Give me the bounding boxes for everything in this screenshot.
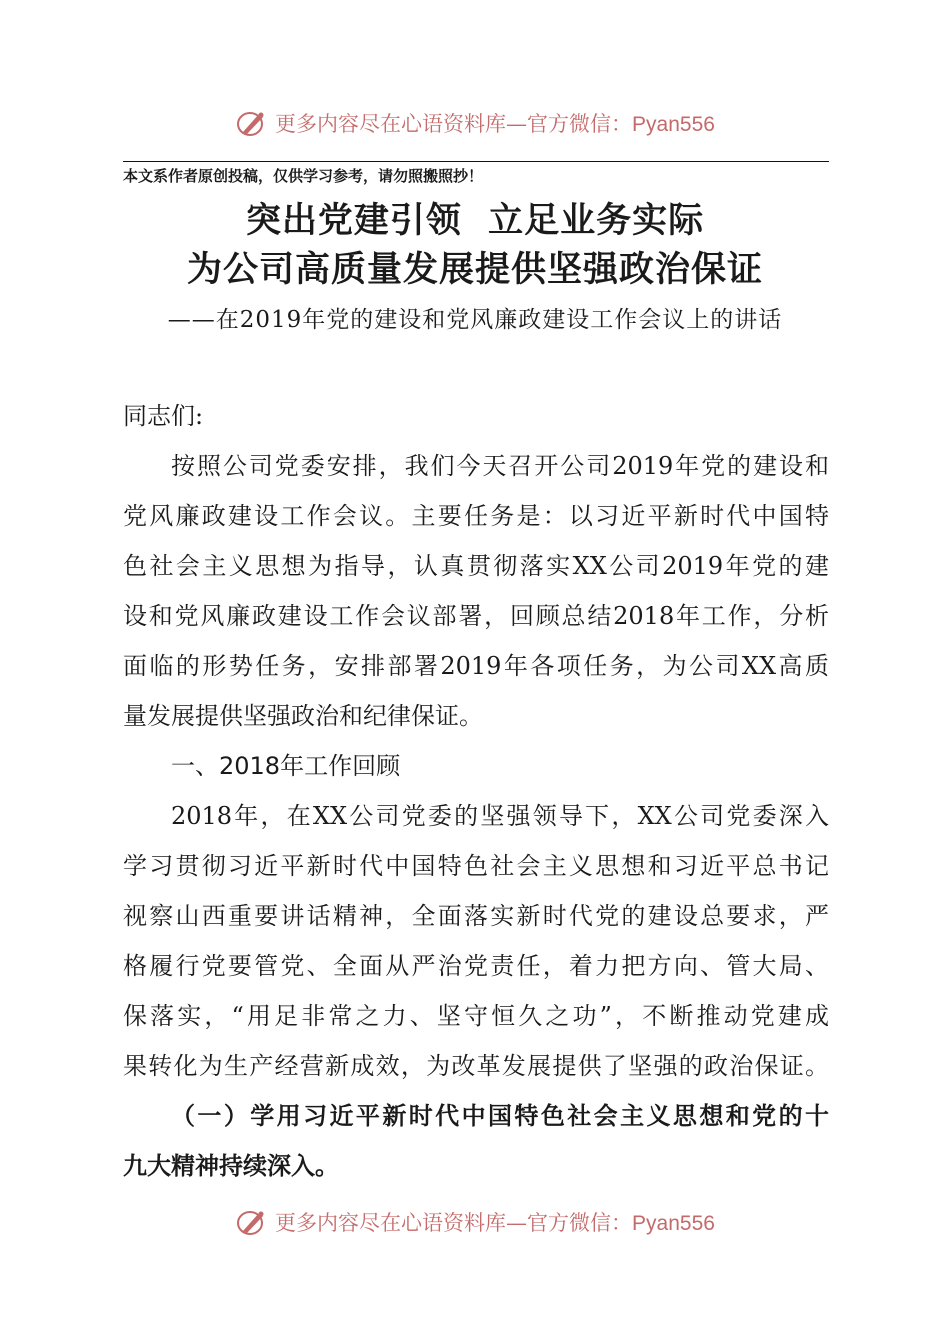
pen-nib-logo-icon	[235, 108, 269, 143]
header-rule	[123, 161, 829, 162]
watermark-banner-bottom	[0, 1207, 950, 1242]
paragraph-line: 果转化为生产经营新成效，为改革发展提供了坚强的政治保证。	[123, 1052, 829, 1080]
paragraph-line: 设和党风廉政建设工作会议部署，回顾总结2018年工作，分析	[123, 602, 829, 630]
paragraph-line: 色社会主义思想为指导，认真贯彻落实XX公司2019年党的建	[123, 552, 829, 580]
banner-wechat-id: Pyan556	[632, 113, 715, 136]
banner-text: 更多内容尽在心语资料库—官方微信：	[275, 1211, 633, 1235]
paragraph-line: 按照公司党委安排，我们今天召开公司2019年党的建设和	[171, 452, 829, 480]
paragraph-line: 2018年，在XX公司党委的坚强领导下，XX公司党委深入	[171, 802, 829, 830]
pen-nib-logo-icon	[235, 1207, 269, 1242]
copyright-notice: 本文系作者原创投稿，仅供学习参考，请勿照搬照抄！	[123, 167, 484, 185]
paragraph-line: 保落实，“用足非常之力、坚守恒久之功”，不断推动党建成	[123, 1002, 829, 1030]
subsection-heading-line: （一）学用习近平新时代中国特色社会主义思想和党的十	[171, 1102, 829, 1130]
banner-wechat-id: Pyan556	[632, 1212, 715, 1235]
greeting: 同志们:	[123, 402, 204, 430]
page-title-line1: 突出党建引领 立足业务实际	[245, 200, 705, 241]
paragraph-line: 学习贯彻习近平新时代中国特色社会主义思想和习近平总书记	[123, 852, 829, 880]
paragraph-line: 视察山西重要讲话精神，全面落实新时代党的建设总要求，严	[123, 902, 829, 930]
paragraph-line: 党风廉政建设工作会议。主要任务是：以习近平新时代中国特	[123, 502, 829, 530]
paragraph-line: 量发展提供坚强政治和纪律保证。	[123, 702, 483, 730]
subsection-heading-line: 九大精神持续深入。	[123, 1152, 339, 1180]
page-subtitle: ——在2019年党的建设和党风廉政建设工作会议上的讲话	[167, 307, 783, 333]
paragraph-line: 面临的形势任务，安排部署2019年各项任务，为公司XX高质	[123, 652, 829, 680]
section-heading: 一、2018年工作回顾	[171, 752, 401, 780]
banner-text: 更多内容尽在心语资料库—官方微信：	[275, 112, 633, 136]
watermark-banner-top	[0, 108, 950, 143]
paragraph-line: 格履行党要管党、全面从严治党责任，着力把方向、管大局、	[123, 952, 829, 980]
page-title-line2: 为公司高质量发展提供坚强政治保证	[186, 249, 763, 290]
